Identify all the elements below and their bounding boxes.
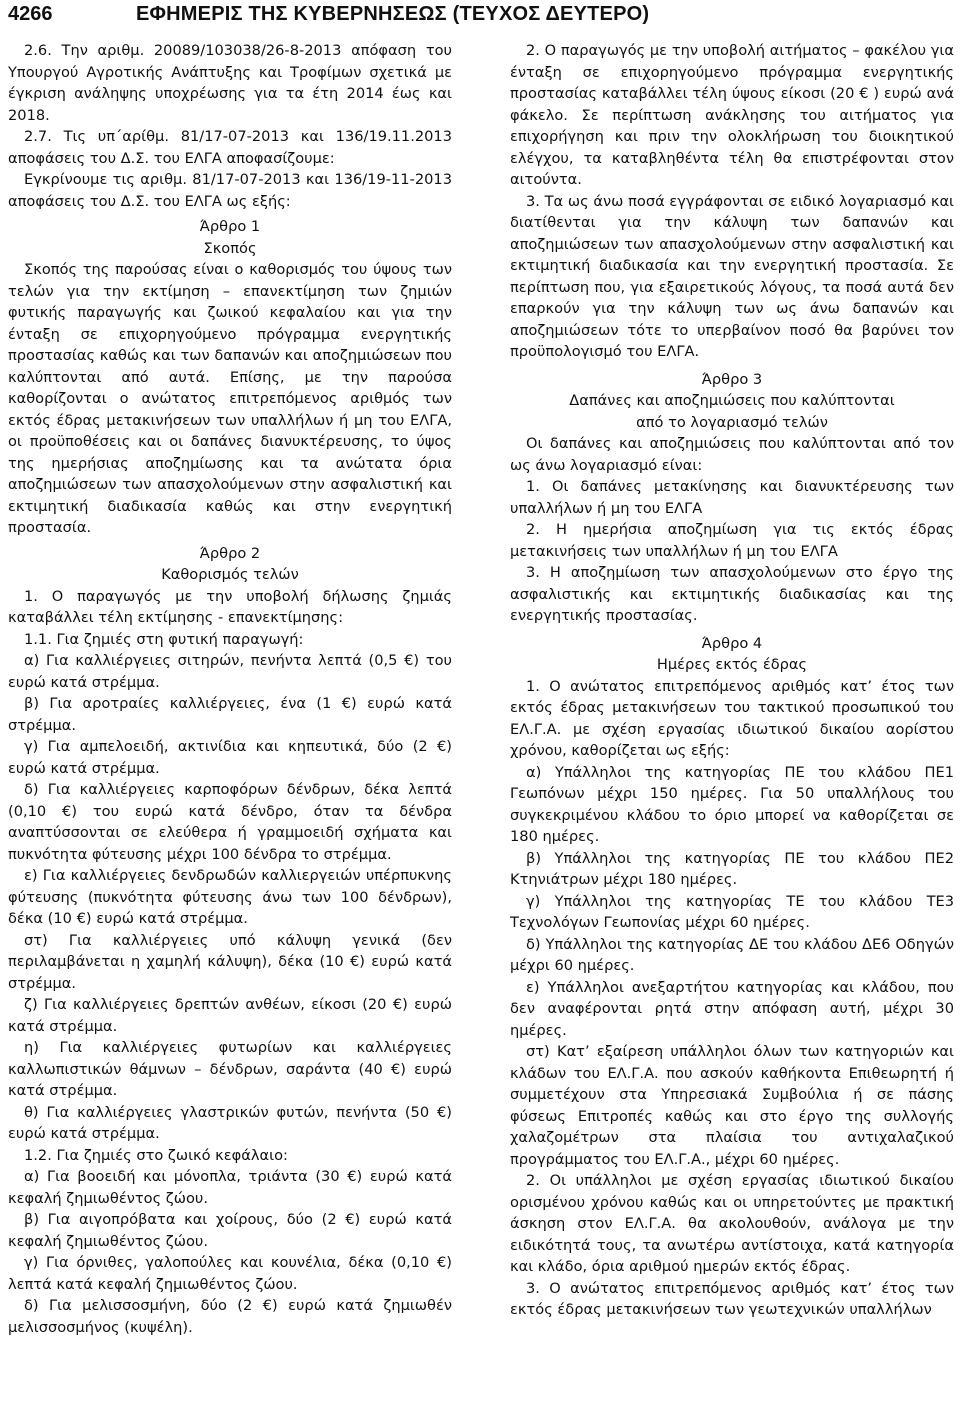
right-column [510, 40, 954, 1321]
list-item: στ) Κατ’ εξαίρεση υπάλληλοι όλων των κατηγοριών και κλάδων του ΕΛ.Γ.Α. που ασκούν καθήκοντα Επιθεωρητή ή συμμετέχουν στα Υπηρεσιακά Συμβούλια ή σε πάσης φύσεως Επιτροπές καθώς και στο έργο της συλλογής χαλαζομέτρων στα πλαίσια του αντιχαλαζικού προγράμματος του ΕΛ.Γ.Α., μέχρι 60 ημέρες. [510, 1043, 954, 1168]
list-item: β) Για αροτραίες καλλιέργειες, ένα (1 €) ευρώ κατά στρέμμα. [8, 695, 452, 734]
paragraph: 3. Τα ως άνω ποσά εγγράφονται σε ειδικό λογαριασμό και διατίθενται για την κάλυψη των δαπανών και αποζημιώσεων των απασχολούμενων στην ασφαλιστική και εκτιμητική διαδικασία και την ενεργητική προστασία. Σε περίπτωση που, για εξαιρετικούς λόγους, τα ποσά αυτά δεν επαρκούν για την κάλυψη των ως άνω δαπανών και αποζημιώσεων τότε το υπερβαίνον ποσό θα βαρύνει τον προϋπολογισμό του ΕΛΓΑ. [510, 192, 954, 360]
list-item: α) Για καλλιέργειες σιτηρών, πενήντα λεπτά (0,5 €) του ευρώ κατά στρέμμα. [8, 652, 452, 691]
paragraph: 2. Οι υπάλληλοι με σχέση εργασίας ιδιωτικού δικαίου ορισμένου χρόνου καθώς και οι υπηρετούντες με πρακτική άσκηση στον ΕΛ.Γ.Α. θα ακολουθούν, ανάλογα με την ειδικότητά τους, τα ανωτέρω αντίστοιχα, κατά κατηγορία και κλάδο, όρια αριθμού ημερών εκτός έδρας. [510, 1172, 954, 1275]
paragraph: 2.6. Την αριθμ. 20089/103038/26-8-2013 απόφαση του Υπουργού Αγροτικής Ανάπτυξης και Τροφίμων σχετικά με έγκριση ανάληψης υποχρέωσης για τα έτη 2014 έως και 2018. [8, 42, 452, 124]
article-1-number: Άρθρο 1 [199, 218, 261, 235]
paragraph: 1.2. Για ζημιές στο ζωικό κεφάλαιο: [24, 1146, 288, 1164]
paragraph: Οι δαπάνες και αποζημιώσεις που καλύπτονται από τον ως άνω λογαριασμό είναι: [510, 435, 954, 474]
paragraph: 1. Ο παραγωγός με την υποβολή δήλωσης ζημιάς καταβάλλει τέλη εκτίμησης - επανεκτίμησης: [8, 587, 452, 626]
list-item: γ) Για αμπελοειδή, ακτινίδια και κηπευτικά, δύο (2 €) ευρώ κατά στρέμμα. [8, 738, 452, 777]
list-item: α) Υπάλληλοι της κατηγορίας ΠΕ του κλάδου ΠΕ1 Γεωπόνων μέχρι 150 ημέρες. Για 50 υπαλλήλους του συγκεκριμένου κλάδου το όριο μπορεί να καθορίζεται σε 180 ημέρες. [510, 763, 954, 845]
list-item: β) Υπάλληλοι της κατηγορίας ΠΕ του κλάδου ΠΕ2 Κτηνιάτρων μέχρι 180 ημέρες. [510, 849, 954, 888]
article-3-title: Δαπάνες και αποζημιώσεις που καλύπτονται [569, 392, 895, 409]
paragraph: Εγκρίνουμε τις αριθμ. 81/17-07-2013 και 136/19-11-2013 αποφάσεις του Δ.Σ. του ΕΛΓΑ ως εξής: [8, 171, 452, 210]
left-column [8, 40, 452, 1338]
page-number: 4266 [8, 2, 53, 25]
article-4-number: Άρθρο 4 [701, 634, 763, 652]
list-item: δ) Για μελισσοσμήνη, δύο (2 €) ευρώ κατά ζημιωθέν μελισσοσμήνος (κυψέλη). [8, 1297, 452, 1336]
gazette-title: ΕΦΗΜΕΡΙΣ ΤΗΣ ΚΥΒΕΡΝΗΣΕΩΣ (ΤΕΥΧΟΣ ΔΕΥΤΕΡΟ) [136, 2, 650, 25]
paragraph: 3. Ο ανώτατος επιτρεπόμενος αριθμός κατ’ έτος των εκτός έδρας μετακινήσεων των γεωτεχνικών υπαλλήλων [510, 1279, 954, 1318]
list-item: δ) Για καλλιέργειες καρποφόρων δένδρων, δέκα λεπτά (0,10 €) του ευρώ κατά δένδρο, όταν τα δένδρα αναπτύσσονται σε ελεύθερα ή γραμμοειδή σχήματα και πυκνότητα φύτευσης μέχρι 100 δένδρα το στρέμμα. [8, 781, 452, 863]
list-item: θ) Για καλλιέργειες γλαστρικών φυτών, πενήντα (50 €) ευρώ κατά στρέμμα. [8, 1103, 452, 1142]
list-item: η) Για καλλιέργειες φυτωρίων και καλλιέργειες καλλωπιστικών θάμνων – δένδρων, σαράντα (40 €) ευρώ κατά στρέμμα. [8, 1039, 452, 1099]
list-item: 2. Η ημερήσια αποζημίωση για τις εκτός έδρας μετακινήσεις των υπαλλήλων ή μη του ΕΛΓΑ [510, 521, 954, 560]
list-item: γ) Για όρνιθες, γαλοπούλες και κουνέλια, δέκα (0,10 €) λεπτά κατά κεφαλή ζημιωθέντος ζώου. [8, 1254, 452, 1293]
article-1-text: Σκοπός της παρούσας είναι ο καθορισμός του ύψους των τελών για την εκτίμηση – επανεκτίμηση των ζημιών φυτικής παραγωγής και ζωικού κεφαλαίου και για την ένταξη σε επιχορηγούμενο πρόγραμμα ενεργητικής προστασίας καθώς και των δαπανών και αποζημιώσεων που καλύπτονται από αυτά. Επίσης, με την παρούσα καθορίζονται ο ανώτατος επιτρεπόμενος αριθμός των εκτός έδρας μετακινήσεων των υπαλλήλων ή μη του ΕΛΓΑ, οι προϋποθέσεις και οι δαπάνες διανυκτέρευσης, το ύψος της ημερήσιας αποζημίωσης και τα ανώτατα όρια αποζημιώσεων των απασχολούμενων στην ασφαλιστική και εκτιμητική διαδικασία καθώς και στην ενεργητική προστασία. [8, 261, 452, 536]
list-item: ε) Για καλλιέργειες δενδρωδών καλλιεργειών υπέρπυκνης φύτευσης (πυκνότητα φύτευσης άνω των 100 δένδρων), δέκα (10 €) ευρώ κατά στρέμμα. [8, 867, 452, 927]
list-item: ε) Υπάλληλοι ανεξαρτήτου κατηγορίας και κλάδου, που δεν αναφέρονται ρητά στην απόφαση αυτή, μέχρι 30 ημέρες. [510, 978, 954, 1039]
paragraph: 2. Ο παραγωγός με την υποβολή αιτήματος – φακέλου για ένταξη σε επιχορηγούμενο πρόγραμμα ενεργητικής προστασίας καταβάλλει τέλη ύψους είκοσι (20 € ) ευρώ ανά φάκελο. Σε περίπτωση ανάκλησης του αιτήματος για επιχορήγηση και πριν την ολοκλήρωση του διοικητικού ελέγχου, τα καταβληθέντα τέλη θα επιστρέφονται στον αιτούντα. [510, 42, 954, 188]
list-item: β) Για αιγοπρόβατα και χοίρους, δύο (2 €) ευρώ κατά κεφαλή ζημιωθέντος ζώου. [8, 1211, 452, 1250]
list-item: ζ) Για καλλιέργειες δρεπτών ανθέων, είκοσι (20 €) ευρώ κατά στρέμμα. [8, 996, 452, 1035]
list-item: 3. Η αποζημίωση των απασχολούμενων στο έργο της ασφαλιστικής και εκτιμητικής διαδικασίας και της ενεργητικής προστασίας. [510, 564, 954, 624]
article-3-number: Άρθρο 3 [701, 370, 763, 388]
list-item: στ) Για καλλιέργειες υπό κάλυψη γενικά (δεν περιλαμβάνεται η χαμηλή κάλυψη), δέκα (10 €) ευρώ κατά στρέμμα. [8, 931, 452, 992]
article-3-title-cont: από το λογαριασμό τελών [636, 413, 828, 431]
list-item: δ) Υπάλληλοι της κατηγορίας ΔΕ του κλάδου ΔΕ6 Οδηγών μέχρι 60 ημέρες. [510, 935, 954, 974]
list-item: γ) Υπάλληλοι της κατηγορίας ΤΕ του κλάδου ΤΕ3 Τεχνολόγων Γεωπονίας μέχρι 60 ημέρες. [510, 892, 954, 931]
paragraph: 1.1. Για ζημιές στη φυτική παραγωγή: [24, 630, 304, 648]
article-4-title: Ημέρες εκτός έδρας [656, 656, 808, 673]
paragraph: 2.7. Τις υπ΄αρίθμ. 81/17-07-2013 και 136/19.11.2013 αποφάσεις του Δ.Σ. του ΕΛΓΑ αποφασίζουμε: [8, 128, 452, 167]
paragraph: 1. Ο ανώτατος επιτρεπόμενος αριθμός κατ’ έτος των εκτός έδρας μετακινήσεων του τακτικού προσωπικού του ΕΛ.Γ.Α. με σχέση εργασίας ιδιωτικού δικαίου αορίστου χρόνου, καθορίζεται ως εξής: [510, 677, 954, 759]
page-header [8, 0, 952, 28]
list-item: α) Για βοοειδή και μόνοπλα, τριάντα (30 €) ευρώ κατά κεφαλή ζημιωθέντος ζώου. [8, 1168, 452, 1207]
list-item: 1. Οι δαπάνες μετακίνησης και διανυκτέρευσης των υπαλλήλων ή μη του ΕΛΓΑ [510, 478, 954, 517]
article-2-number: Άρθρο 2 [199, 544, 261, 562]
article-1-title: Σκοπός [203, 239, 257, 257]
article-2-title: Καθορισμός τελών [161, 566, 299, 583]
